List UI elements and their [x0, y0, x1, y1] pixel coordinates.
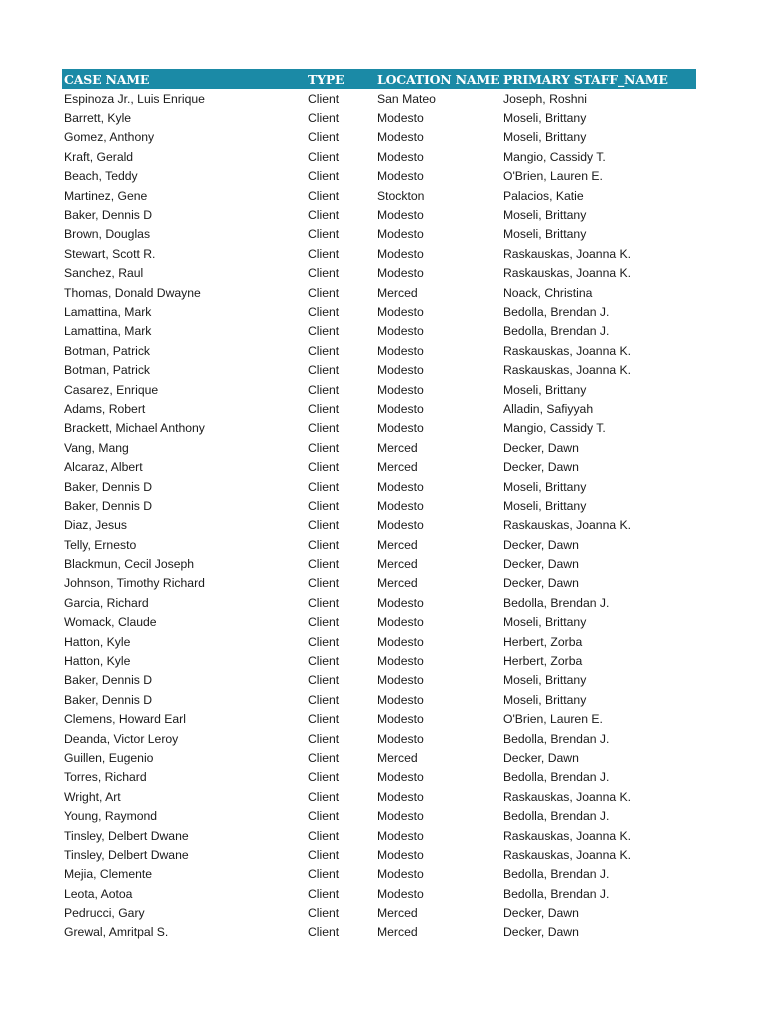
location-name-cell: Modesto — [377, 654, 424, 669]
location-name-cell: Modesto — [377, 343, 424, 358]
primary-staff-name-cell: Moseli, Brittany — [503, 208, 587, 223]
type-cell: Client — [308, 246, 340, 261]
case-name-cell: Baker, Dennis D — [64, 498, 153, 513]
primary-staff-name-cell: Palacios, Katie — [503, 188, 584, 203]
type-cell: Client — [308, 886, 340, 901]
case-name-cell: Young, Raymond — [64, 809, 158, 824]
location-name-cell: Merced — [377, 440, 418, 455]
case-name-cell: Hatton, Kyle — [64, 654, 131, 669]
location-name-cell: Modesto — [377, 789, 424, 804]
table-row — [62, 865, 696, 884]
primary-staff-name-cell: Alladin, Safiyyah — [503, 401, 594, 416]
location-name-cell: San Mateo — [377, 91, 436, 106]
column-header-type: TYPE — [308, 71, 345, 87]
type-cell: Client — [308, 130, 340, 145]
primary-staff-name-cell: Raskauskas, Joanna K. — [503, 518, 632, 533]
table-row — [62, 225, 696, 244]
case-name-cell: Hatton, Kyle — [64, 634, 131, 649]
primary-staff-name-cell: Decker, Dawn — [503, 557, 579, 572]
table-row — [62, 671, 696, 690]
primary-staff-name-cell: Moseli, Brittany — [503, 130, 587, 145]
case-name-cell: Womack, Claude — [64, 615, 157, 630]
table-row — [62, 419, 696, 438]
table-header-row — [62, 69, 696, 89]
primary-staff-name-cell: Bedolla, Brendan J. — [503, 867, 610, 882]
table-row — [62, 399, 696, 418]
primary-staff-name-cell: Raskauskas, Joanna K. — [503, 847, 632, 862]
primary-staff-name-cell: Raskauskas, Joanna K. — [503, 789, 632, 804]
location-name-cell: Modesto — [377, 324, 424, 339]
case-name-cell: Gomez, Anthony — [64, 130, 155, 145]
primary-staff-name-cell: Bedolla, Brendan J. — [503, 886, 610, 901]
table-row — [62, 729, 696, 748]
type-cell: Client — [308, 925, 340, 940]
location-name-cell: Modesto — [377, 828, 424, 843]
table-row — [62, 535, 696, 554]
location-name-cell: Modesto — [377, 595, 424, 610]
type-cell: Client — [308, 421, 340, 436]
case-name-cell: Brackett, Michael Anthony — [64, 421, 205, 436]
table-row — [62, 651, 696, 670]
location-name-cell: Merced — [377, 537, 418, 552]
primary-staff-name-cell: Mangio, Cassidy T. — [503, 149, 606, 164]
type-cell: Client — [308, 208, 340, 223]
location-name-cell: Modesto — [377, 886, 424, 901]
location-name-cell: Modesto — [377, 634, 424, 649]
type-cell: Client — [308, 149, 340, 164]
table-row — [62, 884, 696, 903]
type-cell: Client — [308, 324, 340, 339]
type-cell: Client — [308, 906, 340, 921]
case-name-cell: Guillen, Eugenio — [64, 750, 154, 765]
location-name-cell: Merced — [377, 285, 418, 300]
table-row — [62, 632, 696, 651]
case-name-cell: Baker, Dennis D — [64, 673, 153, 688]
location-name-cell: Modesto — [377, 847, 424, 862]
case-name-cell: Leota, Aotoa — [64, 886, 133, 901]
primary-staff-name-cell: Raskauskas, Joanna K. — [503, 363, 632, 378]
table-row — [62, 380, 696, 399]
case-name-cell: Sanchez, Raul — [64, 266, 144, 281]
type-cell: Client — [308, 111, 340, 126]
location-name-cell: Modesto — [377, 266, 424, 281]
location-name-cell: Modesto — [377, 208, 424, 223]
table-row — [62, 923, 696, 942]
primary-staff-name-cell: Noack, Christina — [503, 285, 593, 300]
case-table — [62, 69, 696, 942]
primary-staff-name-cell: Moseli, Brittany — [503, 673, 587, 688]
case-name-cell: Barrett, Kyle — [64, 111, 132, 126]
primary-staff-name-cell: Herbert, Zorba — [503, 634, 583, 649]
table-row — [62, 264, 696, 283]
table-row — [62, 806, 696, 825]
case-name-cell: Torres, Richard — [64, 770, 147, 785]
column-header-primary-staff-name: PRIMARY STAFF_NAME — [503, 71, 668, 87]
location-name-cell: Modesto — [377, 498, 424, 513]
case-name-cell: Vang, Mang — [64, 440, 129, 455]
table-row — [62, 341, 696, 360]
type-cell: Client — [308, 750, 340, 765]
primary-staff-name-cell: Moseli, Brittany — [503, 227, 587, 242]
case-name-cell: Botman, Patrick — [64, 363, 151, 378]
location-name-cell: Modesto — [377, 227, 424, 242]
case-name-cell: Grewal, Amritpal S. — [64, 925, 169, 940]
type-cell: Client — [308, 266, 340, 281]
table-row — [62, 302, 696, 321]
type-cell: Client — [308, 537, 340, 552]
table-row — [62, 205, 696, 224]
location-name-cell: Modesto — [377, 382, 424, 397]
primary-staff-name-cell: Decker, Dawn — [503, 925, 579, 940]
type-cell: Client — [308, 382, 340, 397]
type-cell: Client — [308, 634, 340, 649]
primary-staff-name-cell: Bedolla, Brendan J. — [503, 770, 610, 785]
table-row — [62, 477, 696, 496]
primary-staff-name-cell: Raskauskas, Joanna K. — [503, 828, 632, 843]
type-cell: Client — [308, 673, 340, 688]
primary-staff-name-cell: Raskauskas, Joanna K. — [503, 266, 632, 281]
case-name-cell: Alcaraz, Albert — [64, 460, 143, 475]
primary-staff-name-cell: Bedolla, Brendan J. — [503, 595, 610, 610]
primary-staff-name-cell: Decker, Dawn — [503, 537, 579, 552]
case-name-cell: Telly, Ernesto — [64, 537, 137, 552]
primary-staff-name-cell: Bedolla, Brendan J. — [503, 809, 610, 824]
table-row — [62, 787, 696, 806]
case-name-cell: Espinoza Jr., Luis Enrique — [64, 91, 205, 106]
location-name-cell: Modesto — [377, 149, 424, 164]
location-name-cell: Modesto — [377, 770, 424, 785]
case-name-cell: Tinsley, Delbert Dwane — [64, 847, 189, 862]
type-cell: Client — [308, 595, 340, 610]
case-name-cell: Mejia, Clemente — [64, 867, 153, 882]
location-name-cell: Merced — [377, 460, 418, 475]
location-name-cell: Merced — [377, 557, 418, 572]
type-cell: Client — [308, 789, 340, 804]
case-name-cell: Baker, Dennis D — [64, 208, 153, 223]
primary-staff-name-cell: Bedolla, Brendan J. — [503, 731, 610, 746]
primary-staff-name-cell: Decker, Dawn — [503, 440, 579, 455]
type-cell: Client — [308, 227, 340, 242]
location-name-cell: Merced — [377, 906, 418, 921]
location-name-cell: Modesto — [377, 111, 424, 126]
primary-staff-name-cell: Herbert, Zorba — [503, 654, 583, 669]
table-row — [62, 710, 696, 729]
primary-staff-name-cell: Joseph, Roshni — [503, 91, 588, 106]
primary-staff-name-cell: Decker, Dawn — [503, 906, 579, 921]
location-name-cell: Stockton — [377, 188, 425, 203]
type-cell: Client — [308, 770, 340, 785]
table-row — [62, 903, 696, 922]
type-cell: Client — [308, 460, 340, 475]
column-header-case-name: CASE NAME — [64, 71, 150, 87]
case-name-cell: Brown, Douglas — [64, 227, 151, 242]
location-name-cell: Modesto — [377, 731, 424, 746]
location-name-cell: Modesto — [377, 712, 424, 727]
table-row — [62, 360, 696, 379]
table-row — [62, 516, 696, 535]
table-row — [62, 845, 696, 864]
case-name-cell: Deanda, Victor Leroy — [64, 731, 179, 746]
location-name-cell: Modesto — [377, 518, 424, 533]
case-name-cell: Garcia, Richard — [64, 595, 149, 610]
location-name-cell: Modesto — [377, 246, 424, 261]
type-cell: Client — [308, 576, 340, 591]
case-name-cell: Wright, Art — [64, 789, 121, 804]
location-name-cell: Modesto — [377, 169, 424, 184]
location-name-cell: Modesto — [377, 304, 424, 319]
location-name-cell: Modesto — [377, 673, 424, 688]
location-name-cell: Modesto — [377, 130, 424, 145]
table-row — [62, 186, 696, 205]
primary-staff-name-cell: Bedolla, Brendan J. — [503, 304, 610, 319]
table-row — [62, 89, 696, 108]
type-cell: Client — [308, 731, 340, 746]
type-cell: Client — [308, 401, 340, 416]
table-row — [62, 322, 696, 341]
primary-staff-name-cell: Decker, Dawn — [503, 576, 579, 591]
primary-staff-name-cell: Raskauskas, Joanna K. — [503, 343, 632, 358]
primary-staff-name-cell: Moseli, Brittany — [503, 615, 587, 630]
case-name-cell: Baker, Dennis D — [64, 479, 153, 494]
table-row — [62, 554, 696, 573]
type-cell: Client — [308, 828, 340, 843]
type-cell: Client — [308, 169, 340, 184]
case-name-cell: Martinez, Gene — [64, 188, 148, 203]
table-row — [62, 167, 696, 186]
case-name-cell: Baker, Dennis D — [64, 692, 153, 707]
type-cell: Client — [308, 712, 340, 727]
location-name-cell: Modesto — [377, 692, 424, 707]
primary-staff-name-cell: Decker, Dawn — [503, 750, 579, 765]
primary-staff-name-cell: O'Brien, Lauren E. — [503, 712, 603, 727]
case-name-cell: Johnson, Timothy Richard — [64, 576, 205, 591]
type-cell: Client — [308, 363, 340, 378]
type-cell: Client — [308, 285, 340, 300]
type-cell: Client — [308, 304, 340, 319]
primary-staff-name-cell: Mangio, Cassidy T. — [503, 421, 606, 436]
case-name-cell: Lamattina, Mark — [64, 324, 152, 339]
primary-staff-name-cell: Moseli, Brittany — [503, 479, 587, 494]
column-header-location-name: LOCATION NAME — [377, 71, 500, 87]
type-cell: Client — [308, 557, 340, 572]
case-name-cell: Diaz, Jesus — [64, 518, 127, 533]
table-row — [62, 128, 696, 147]
table-row — [62, 613, 696, 632]
location-name-cell: Merced — [377, 576, 418, 591]
primary-staff-name-cell: O'Brien, Lauren E. — [503, 169, 603, 184]
type-cell: Client — [308, 91, 340, 106]
case-name-cell: Casarez, Enrique — [64, 382, 159, 397]
case-name-cell: Stewart, Scott R. — [64, 246, 156, 261]
primary-staff-name-cell: Decker, Dawn — [503, 460, 579, 475]
location-name-cell: Modesto — [377, 479, 424, 494]
type-cell: Client — [308, 343, 340, 358]
case-name-cell: Botman, Patrick — [64, 343, 151, 358]
case-name-cell: Beach, Teddy — [64, 169, 138, 184]
table-row — [62, 438, 696, 457]
primary-staff-name-cell: Raskauskas, Joanna K. — [503, 246, 632, 261]
type-cell: Client — [308, 847, 340, 862]
location-name-cell: Modesto — [377, 809, 424, 824]
type-cell: Client — [308, 498, 340, 513]
table-row — [62, 826, 696, 845]
primary-staff-name-cell: Bedolla, Brendan J. — [503, 324, 610, 339]
table-row — [62, 496, 696, 515]
table-row — [62, 147, 696, 166]
type-cell: Client — [308, 867, 340, 882]
case-name-cell: Lamattina, Mark — [64, 304, 152, 319]
table-row — [62, 283, 696, 302]
primary-staff-name-cell: Moseli, Brittany — [503, 111, 587, 126]
table-row — [62, 574, 696, 593]
type-cell: Client — [308, 479, 340, 494]
type-cell: Client — [308, 692, 340, 707]
case-name-cell: Thomas, Donald Dwayne — [64, 285, 201, 300]
case-name-cell: Blackmun, Cecil Joseph — [64, 557, 195, 572]
location-name-cell: Modesto — [377, 401, 424, 416]
table-row — [62, 593, 696, 612]
table-row — [62, 108, 696, 127]
type-cell: Client — [308, 188, 340, 203]
primary-staff-name-cell: Moseli, Brittany — [503, 692, 587, 707]
table-row — [62, 748, 696, 767]
table-body — [62, 89, 696, 942]
table-row — [62, 690, 696, 709]
case-name-cell: Pedrucci, Gary — [64, 906, 145, 921]
case-name-cell: Adams, Robert — [64, 401, 146, 416]
type-cell: Client — [308, 518, 340, 533]
type-cell: Client — [308, 440, 340, 455]
case-name-cell: Clemens, Howard Earl — [64, 712, 186, 727]
location-name-cell: Merced — [377, 925, 418, 940]
case-name-cell: Tinsley, Delbert Dwane — [64, 828, 189, 843]
location-name-cell: Modesto — [377, 615, 424, 630]
location-name-cell: Modesto — [377, 867, 424, 882]
type-cell: Client — [308, 809, 340, 824]
case-name-cell: Kraft, Gerald — [64, 149, 134, 164]
table-row — [62, 457, 696, 476]
location-name-cell: Merced — [377, 750, 418, 765]
primary-staff-name-cell: Moseli, Brittany — [503, 498, 587, 513]
location-name-cell: Modesto — [377, 421, 424, 436]
location-name-cell: Modesto — [377, 363, 424, 378]
table-row — [62, 244, 696, 263]
table-row — [62, 768, 696, 787]
primary-staff-name-cell: Moseli, Brittany — [503, 382, 587, 397]
type-cell: Client — [308, 615, 340, 630]
type-cell: Client — [308, 654, 340, 669]
